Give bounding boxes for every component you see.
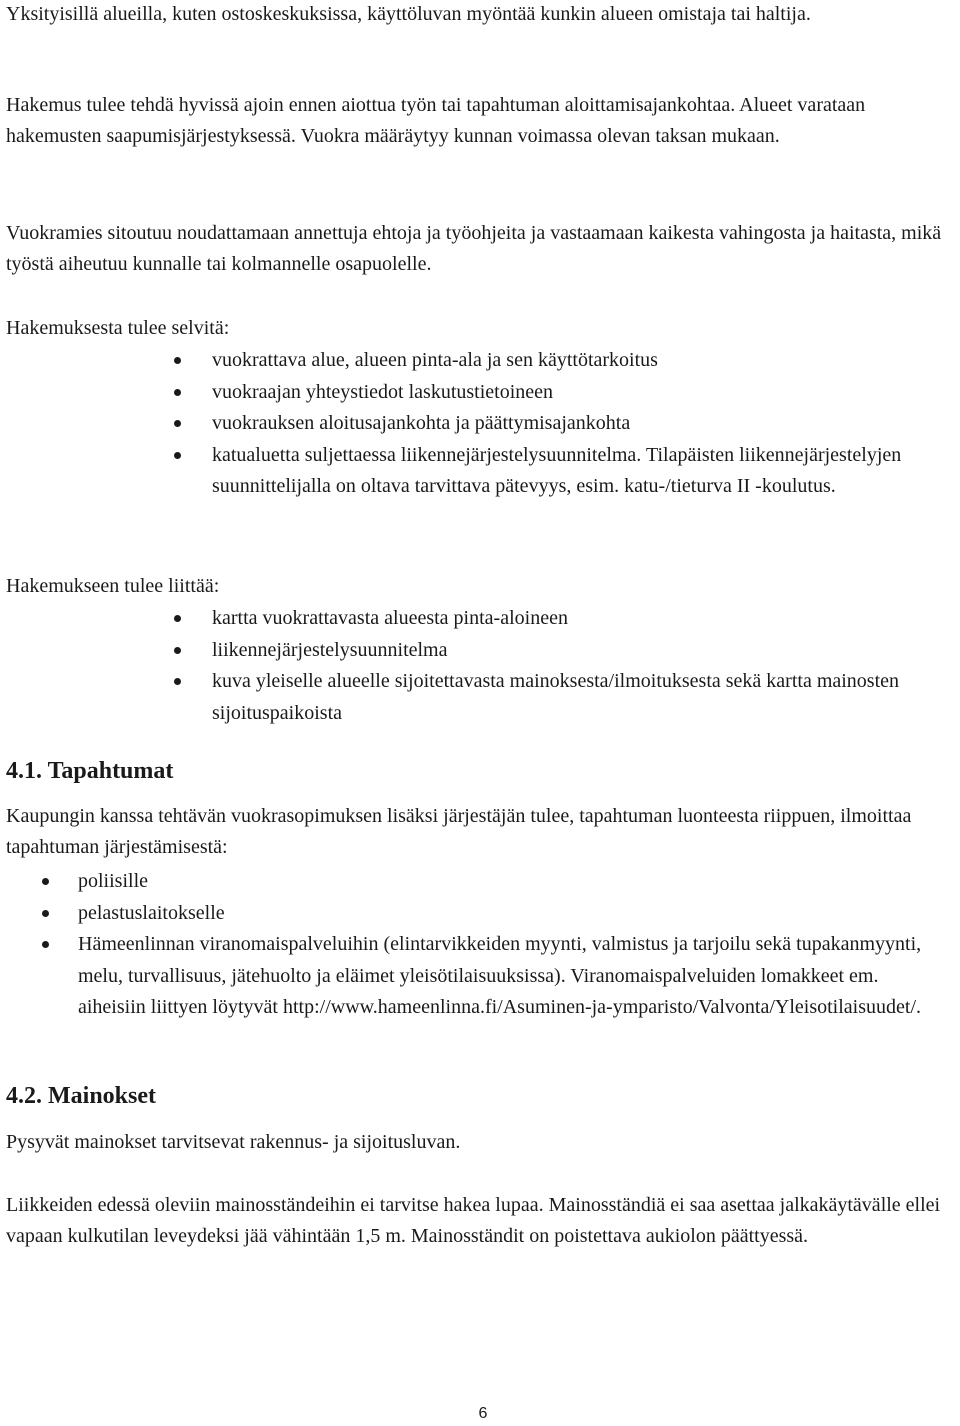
list-item: vuokraajan yhteystiedot laskutustietoineen [212,377,942,409]
list-item: liikennejärjestelysuunnitelma [212,635,942,667]
events-notification-list [78,866,938,1024]
list-item: poliisille [78,866,938,898]
section-heading-events: 4.1. Tapahtumat [6,758,174,784]
bullet-icon [174,389,181,396]
application-requirements-label: Hakemuksesta tulee selvitä: [6,317,230,339]
attachments-list [212,603,942,729]
paragraph-application-timing: Hakemus tulee tehdä hyvissä ajoin ennen aiottua työn tai tapahtuman aloittamisajankohtaa. Alueet varataan hakemusten saapumisjärjestyksessä. Vuokra määräytyy kunnan voimassa olevan taksan mukaan. [6,94,866,147]
application-requirements-list [212,345,942,503]
paragraph-permanent-ads: Pysyvät mainokset tarvitsevat rakennus- ja sijoitusluvan. [6,1131,461,1153]
page-number: 6 [478,1405,488,1422]
bullet-icon [174,420,181,427]
paragraph-private-areas: Yksityisillä alueilla, kuten ostoskeskuksissa, käyttöluvan myöntää kunkin alueen omistaja tai haltija. [6,3,811,25]
paragraph-ad-stands: Liikkeiden edessä oleviin mainosständeihin ei tarvitse hakea lupaa. Mainosständiä ei saa asettaa jalkakäytävälle ellei vapaan kulkutilan leveydeksi jää vähintään 1,5 m. Mainosständit on poistettava aukiolon päättyessä. [6,1194,941,1247]
list-item: pelastuslaitokselle [78,898,938,930]
bullet-icon [174,357,181,364]
section-heading-ads: 4.2. Mainokset [6,1083,156,1109]
list-item: vuokrauksen aloitusajankohta ja päättymisajankohta [212,408,942,440]
bullet-icon [42,878,49,885]
bullet-icon [174,452,181,459]
list-item: katualuetta suljettaessa liikennejärjestelysuunnitelma. Tilapäisten liikennejärjestelyjen suunnittelijalla on oltava tarvittava pätevyys, esim. katu-/tieturva II -koulutus. [212,440,942,503]
bullet-icon [42,910,49,917]
list-item: Hämeenlinnan viranomaispalveluihin (elintarvikkeiden myynti, valmistus ja tarjoilu sekä tupakanmyynti, melu, turvallisuus, jätehuolto ja eläimet yleisötilaisuuksissa). Viranomaispalveluiden lomakkeet em. aiheisiin liittyen löytyvät http://www.hameenlinna.fi/Asuminen-ja-ymparisto/Valvonta/Yleisotilaisuudet/. [78,929,938,1024]
list-item: vuokrattava alue, alueen pinta-ala ja sen käyttötarkoitus [212,345,942,377]
bullet-icon [42,941,49,948]
bullet-icon [174,678,181,685]
bullet-icon [174,647,181,654]
paragraph-tenant-commitment: Vuokramies sitoutuu noudattamaan annettuja ehtoja ja työohjeita ja vastaamaan kaikesta vahingosta ja haitasta, mikä työstä aiheutuu kunnalle tai kolmannelle osapuolelle. [6,222,942,275]
attachments-label: Hakemukseen tulee liittää: [6,575,220,597]
bullet-icon [174,615,181,622]
paragraph-events-intro: Kaupungin kanssa tehtävän vuokrasopimuksen lisäksi järjestäjän tulee, tapahtuman luonteesta riippuen, ilmoittaa tapahtuman järjestämisestä: [6,805,912,858]
list-item: kartta vuokrattavasta alueesta pinta-aloineen [212,603,942,635]
list-item: kuva yleiselle alueelle sijoitettavasta mainoksesta/ilmoituksesta sekä kartta mainosten sijoituspaikoista [212,666,942,729]
